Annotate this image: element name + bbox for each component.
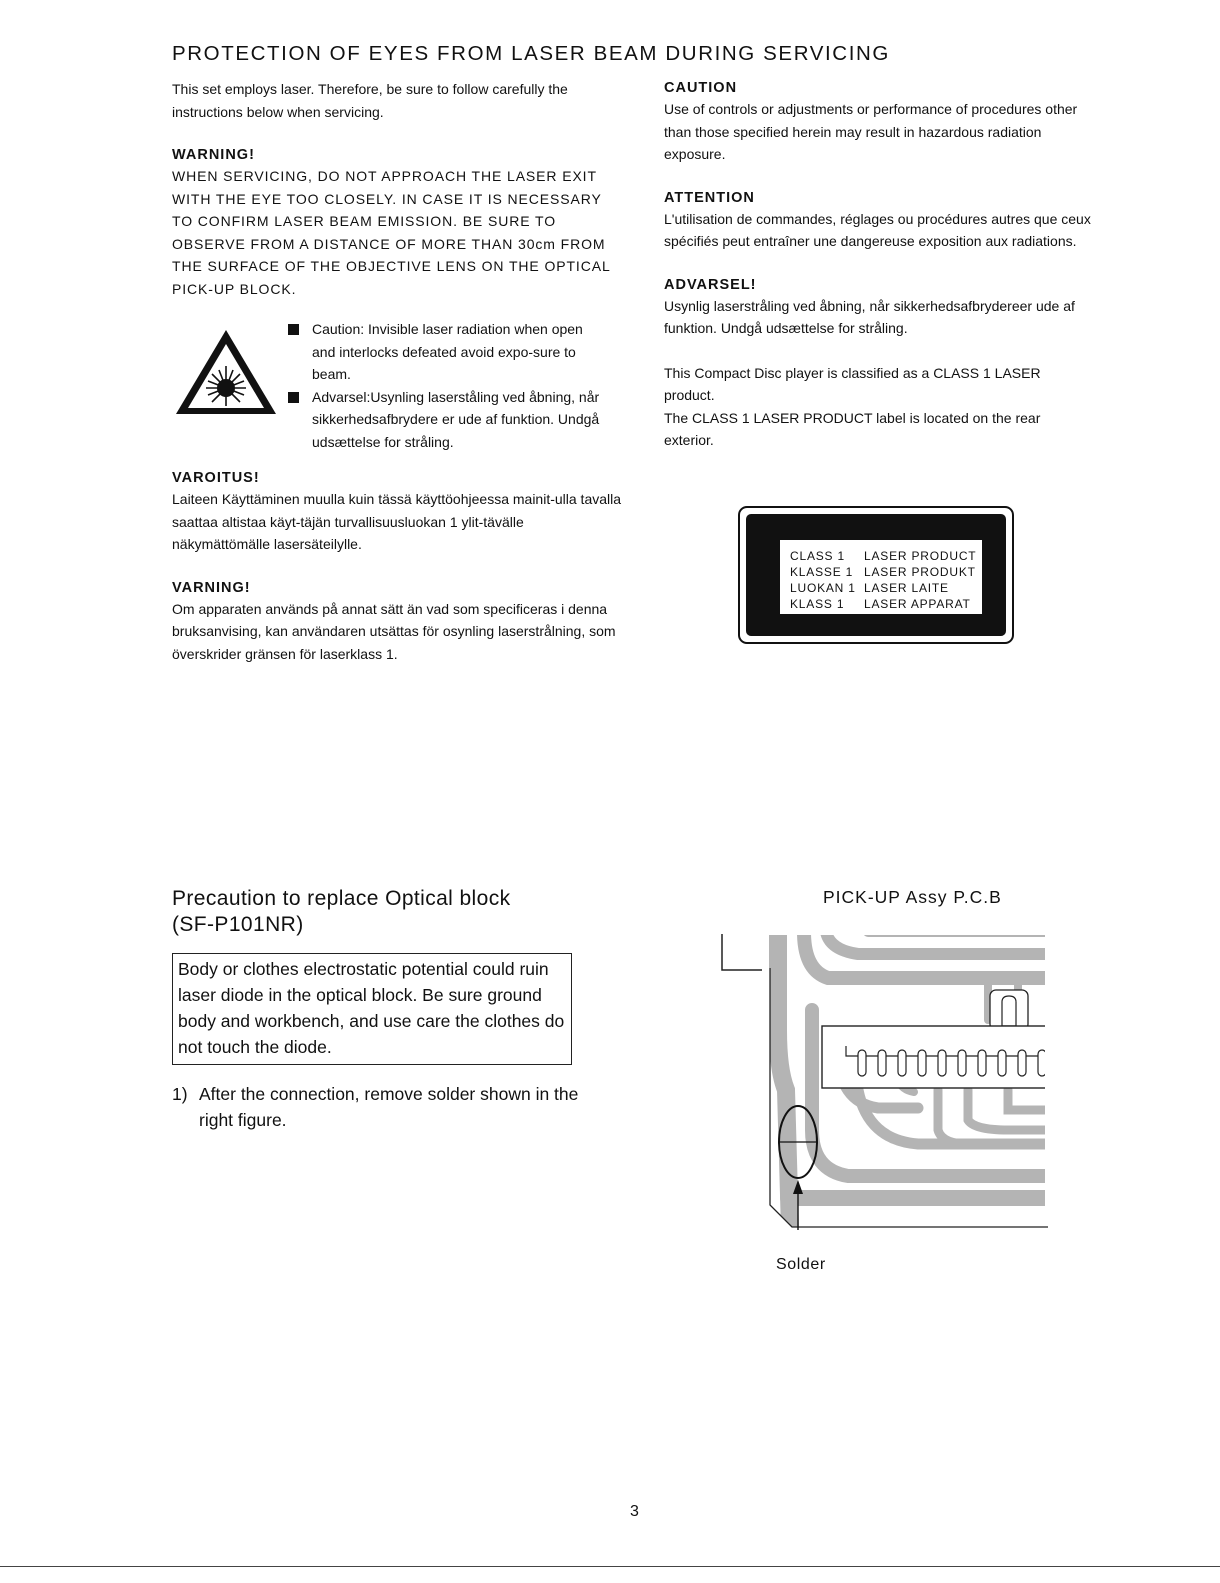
advarsel-heading: ADVARSEL! [664,276,757,293]
label-product: LASER LAITE [864,581,949,595]
class-1-laser-label [738,506,1014,644]
bullet-square-icon [288,392,299,403]
left-column [172,78,622,665]
heading-line-2: (SF-P101NR) [172,913,304,936]
caution-heading: CAUTION [664,80,738,96]
varning-text: Om apparaten används på annat sätt än vad som specificeras i denna bruksanvising, kan användaren utsättas för osynling laserstrålning, som överskrider gränsen för laserklass 1. [172,600,616,662]
page-number: 3 [630,1503,639,1520]
optical-block-heading [172,886,511,938]
solder-callout: Solder [776,1256,826,1273]
caution-text: Use of controls or adjustments or performance of procedures other than those specified herein may result in hazardous radiation exposure. [664,101,1078,162]
warning-text: WHEN SERVICING, DO NOT APPROACH THE LASER EXIT WITH THE EYE TOO CLOSELY. IN CASE IT IS NECESSARY TO CONFIRM LASER BEAM EMISSION. BE SURE TO OBSERVE FROM A DISTANCE OF MORE THAN 30cm FROM THE SURFACE OF THE OBJECTIVE LENS ON THE OPTICAL PICK-UP BLOCK. [172,168,611,297]
label-row [790,580,982,596]
label-row [790,596,982,612]
attention-heading: ATTENTION [664,189,755,206]
laser-warning-block [172,318,622,468]
intro-text: This set employs laser. Therefore, be sure to follow carefully the instructions below when servicing. [172,81,568,120]
label-class: KLASS 1 [790,597,845,611]
laser-hazard-icon [172,326,280,418]
varoitus-heading: VAROITUS! [172,470,260,486]
pickup-pcb-diagram [718,930,1048,1230]
attention-text: L'utilisation de commandes, réglages ou procédures autres que ceux spécifiés peut entraîner une dangereuse exposition aux radiations. [664,210,1091,249]
right-column [664,78,1094,452]
list-item [288,318,608,386]
varning-heading: VARNING! [172,579,251,596]
label-row [790,548,982,564]
class-note-1: This Compact Disc player is classified as a CLASS 1 LASER product. [664,364,1041,403]
label-class: LUOKAN 1 [790,581,856,595]
label-text-box [780,540,982,614]
varoitus-text: Laiteen Käyttäminen muulla kuin tässä käyttöohjeessa mainit-ulla tavalla saattaa altistaa käyt-täjän turvallisuusluokan 1 ylit-tävälle näkymättömälle lasersäteilylle. [172,491,622,552]
step-number: 1) [172,1084,188,1104]
label-class: KLASSE 1 [790,565,854,579]
label-class: CLASS 1 [790,549,845,563]
label-product: LASER APPARAT [864,597,971,611]
laser-caution-bullets [288,318,608,453]
list-item [288,386,608,454]
page-bottom-rule [0,1566,1220,1567]
advarsel-text: Usynlig laserstråling ved åbning, når sikkerhedsafbrydereer ude af funktion. Undgå udsættelse for stråling. [664,297,1075,336]
label-product: LASER PRODUCT [864,549,977,563]
heading-line-1: Precaution to replace Optical block [172,887,511,910]
bullet-text: Caution: Invisible laser radiation when open and interlocks defeated avoid expo-sure to beam. [312,321,583,382]
label-frame [746,514,1006,636]
bullet-text: Advarsel:Usynling laserståling ved åbning, når sikkerhedsafbrydere er ude af funktion. Undgå udsættelse for stråling. [312,388,600,450]
warning-heading: WARNING! [172,147,255,163]
page-title: PROTECTION OF EYES FROM LASER BEAM DURING SERVICING [172,42,890,65]
electrostatic-notice-box: Body or clothes electrostatic potential could ruin laser diode in the optical block. Be sure ground body and workbench, and use care the clothes do not touch the diode. [172,953,572,1065]
step-text: After the connection, remove solder shown in the right figure. [199,1084,579,1130]
figure-title: PICK-UP Assy P.C.B [823,887,1002,907]
bullet-square-icon [288,324,299,335]
label-row [790,564,982,580]
class-note-2: The CLASS 1 LASER PRODUCT label is located on the rear exterior. [664,409,1041,448]
step-item [172,1081,592,1133]
label-product: LASER PRODUKT [864,565,976,579]
